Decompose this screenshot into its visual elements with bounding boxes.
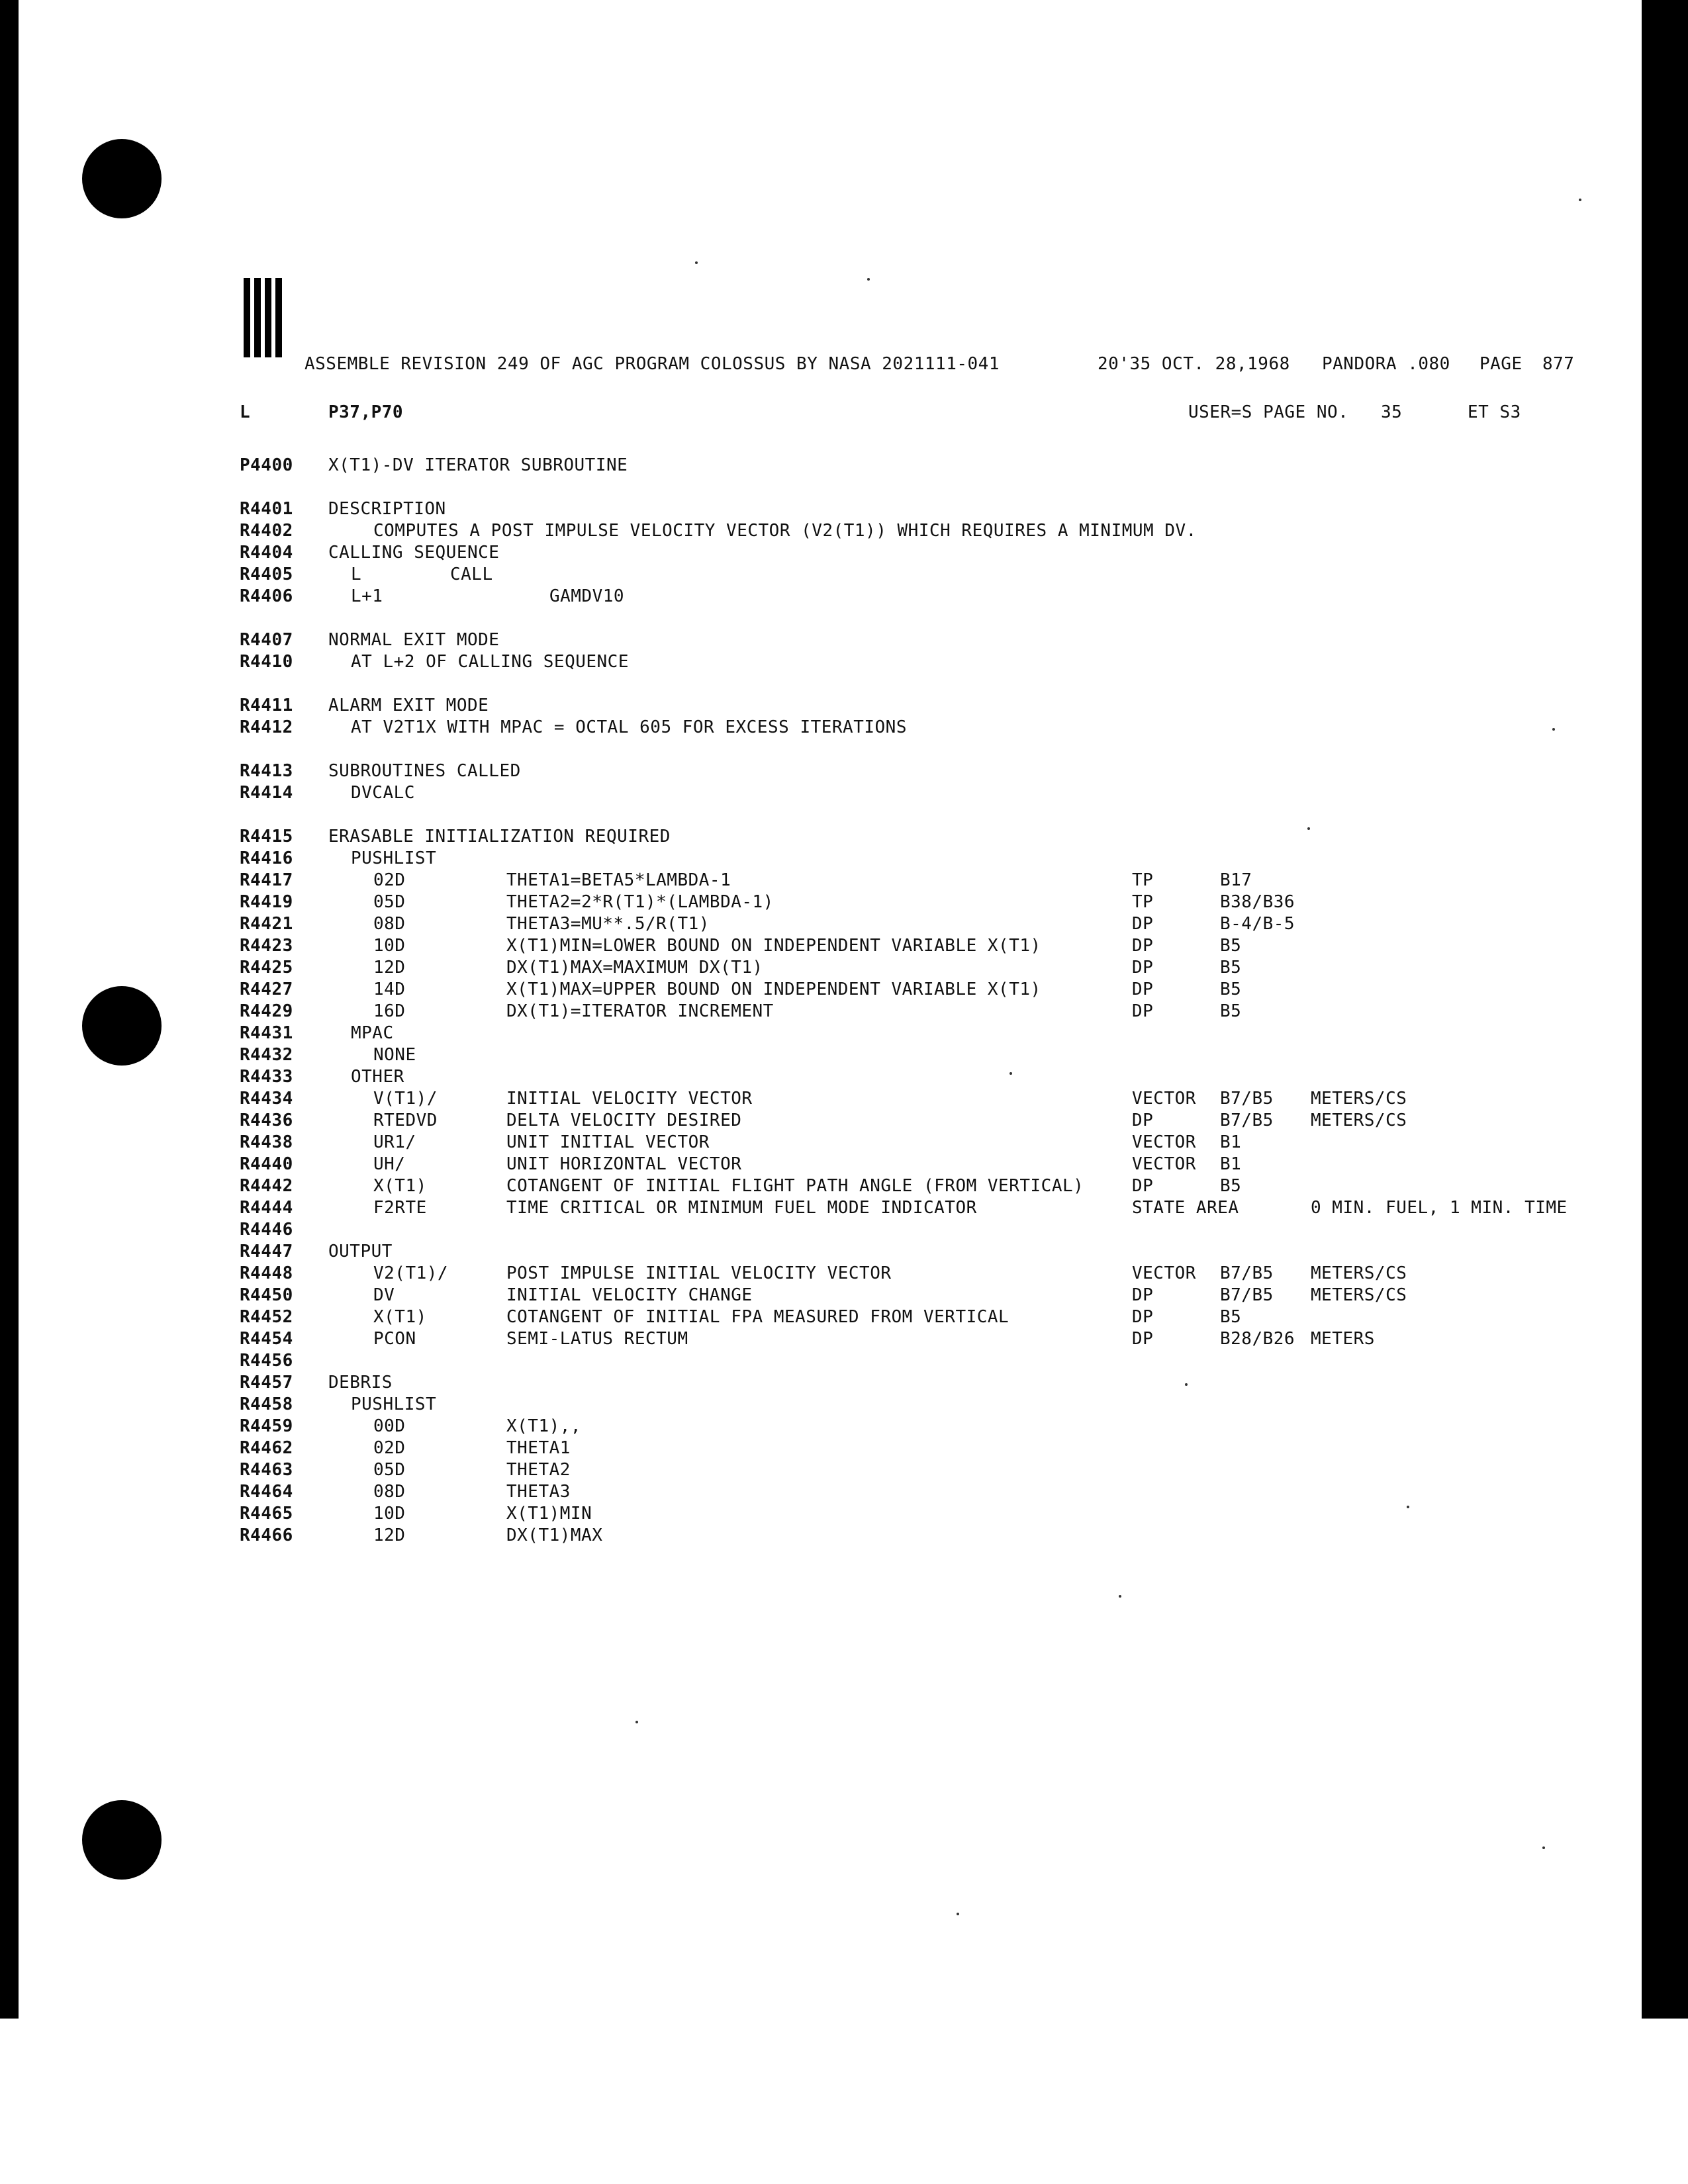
left-scan-edge <box>0 0 19 2019</box>
line-label: R4465 <box>240 1504 293 1524</box>
line-text: 14D <box>373 979 406 999</box>
line-type: DP <box>1132 1307 1154 1327</box>
line-text: PUSHLIST <box>351 848 437 868</box>
line-description: UNIT HORIZONTAL VECTOR <box>506 1154 742 1174</box>
line-text: F2RTE <box>373 1198 427 1218</box>
line-label: R4448 <box>240 1263 293 1283</box>
line-scale: B38/B36 <box>1220 892 1295 912</box>
right-scan-edge <box>1642 0 1688 2019</box>
line-units: 0 MIN. FUEL, 1 MIN. TIME <box>1311 1198 1568 1218</box>
line-type: DP <box>1132 979 1154 999</box>
line-scale: B5 <box>1220 936 1242 956</box>
et-code: ET S3 <box>1468 402 1521 422</box>
line-label: R4429 <box>240 1001 293 1021</box>
line-text: V2(T1)/ <box>373 1263 449 1283</box>
col-l-label: L <box>240 402 251 422</box>
line-label: R4432 <box>240 1045 293 1065</box>
line-description: X(T1)MAX=UPPER BOUND ON INDEPENDENT VARIABLE X(T1) <box>506 979 1041 999</box>
line-description: UNIT INITIAL VECTOR <box>506 1132 710 1152</box>
line-scale: B1 <box>1220 1132 1242 1152</box>
line-label: R4427 <box>240 979 293 999</box>
line-type: VECTOR <box>1132 1089 1196 1109</box>
line-label: R4457 <box>240 1373 293 1392</box>
line-label: P4400 <box>240 455 293 475</box>
line-scale: B1 <box>1220 1154 1242 1174</box>
line-units: METERS/CS <box>1311 1285 1407 1305</box>
program-label: P37,P70 <box>328 402 404 422</box>
line-scale: B7/B5 <box>1220 1089 1274 1109</box>
line-label: R4433 <box>240 1067 293 1087</box>
line-label: R4417 <box>240 870 293 890</box>
line-text: DESCRIPTION <box>328 499 446 519</box>
line-type: DP <box>1132 1111 1154 1130</box>
line-text: 08D <box>373 1482 406 1502</box>
line-label: R4459 <box>240 1416 293 1436</box>
line-label: R4442 <box>240 1176 293 1196</box>
punch-hole-middle <box>82 986 162 1066</box>
line-label: R4436 <box>240 1111 293 1130</box>
line-text: MPAC <box>351 1023 394 1043</box>
line-units: METERS <box>1311 1329 1375 1349</box>
line-label: R4450 <box>240 1285 293 1305</box>
line-label: R4406 <box>240 586 293 606</box>
line-label: R4452 <box>240 1307 293 1327</box>
line-label: R4466 <box>240 1525 293 1545</box>
line-label: R4413 <box>240 761 293 781</box>
line-text: SUBROUTINES CALLED <box>328 761 521 781</box>
page-label: PAGE <box>1479 354 1523 374</box>
line-scale: B5 <box>1220 1176 1242 1196</box>
line-description: THETA1 <box>506 1438 571 1458</box>
line-type: DP <box>1132 1001 1154 1021</box>
line-label: R4464 <box>240 1482 293 1502</box>
line-description: DX(T1)MAX <box>506 1525 603 1545</box>
line-text: X(T1) <box>373 1307 427 1327</box>
line-text: UR1/ <box>373 1132 416 1152</box>
line-description: COTANGENT OF INITIAL FLIGHT PATH ANGLE (FROM VERTICAL) <box>506 1176 1084 1196</box>
line-units: METERS/CS <box>1311 1263 1407 1283</box>
page-bottom-margin <box>0 2019 1688 2184</box>
punch-hole-top <box>82 139 162 218</box>
line-scale: B5 <box>1220 1001 1242 1021</box>
line-text: 16D <box>373 1001 406 1021</box>
line-text: 02D <box>373 870 406 890</box>
line-type: STATE AREA <box>1132 1198 1239 1218</box>
line-label: R4462 <box>240 1438 293 1458</box>
line-description: COTANGENT OF INITIAL FPA MEASURED FROM VERTICAL <box>506 1307 1009 1327</box>
line-description: THETA1=BETA5*LAMBDA-1 <box>506 870 731 890</box>
user-page-number: 35 <box>1381 402 1403 422</box>
date-time: 20'35 OCT. 28,1968 <box>1098 354 1290 374</box>
line-scale: B5 <box>1220 1307 1242 1327</box>
line-text: 08D <box>373 914 406 934</box>
line-scale: B7/B5 <box>1220 1111 1274 1130</box>
line-text: ALARM EXIT MODE <box>328 696 489 715</box>
line-description: SEMI-LATUS RECTUM <box>506 1329 688 1349</box>
line-label: R4444 <box>240 1198 293 1218</box>
line-text: NONE <box>373 1045 416 1065</box>
line-description: X(T1),, <box>506 1416 582 1436</box>
line-operand: GAMDV10 <box>549 586 625 606</box>
line-type: TP <box>1132 870 1154 890</box>
line-scale: B-4/B-5 <box>1220 914 1295 934</box>
line-description: X(T1)MIN <box>506 1504 592 1524</box>
line-scale: B5 <box>1220 958 1242 978</box>
line-text: AT V2T1X WITH MPAC = OCTAL 605 FOR EXCESS ITERATIONS <box>351 717 907 737</box>
line-text: RTEDVD <box>373 1111 438 1130</box>
punch-hole-bottom <box>82 1800 162 1880</box>
line-scale: B28/B26 <box>1220 1329 1295 1349</box>
line-description: DX(T1)MAX=MAXIMUM DX(T1) <box>506 958 763 978</box>
line-label: R4434 <box>240 1089 293 1109</box>
line-label: R4456 <box>240 1351 293 1371</box>
line-scale: B7/B5 <box>1220 1263 1274 1283</box>
line-description: INITIAL VELOCITY VECTOR <box>506 1089 753 1109</box>
line-text: 10D <box>373 936 406 956</box>
line-label: R4414 <box>240 783 293 803</box>
line-type: DP <box>1132 1176 1154 1196</box>
line-type: DP <box>1132 1285 1154 1305</box>
line-text: 05D <box>373 892 406 912</box>
line-description: THETA2=2*R(T1)*(LAMBDA-1) <box>506 892 774 912</box>
line-label: R4458 <box>240 1394 293 1414</box>
line-text: ERASABLE INITIALIZATION REQUIRED <box>328 827 671 846</box>
line-text: 10D <box>373 1504 406 1524</box>
line-text: OUTPUT <box>328 1242 393 1261</box>
system-name: PANDORA .080 <box>1322 354 1450 374</box>
line-text: L <box>351 565 362 584</box>
line-units: METERS/CS <box>1311 1111 1407 1130</box>
line-text: 05D <box>373 1460 406 1480</box>
line-text: 02D <box>373 1438 406 1458</box>
user-page-label: USER=S PAGE NO. <box>1188 402 1349 422</box>
line-description: DX(T1)=ITERATOR INCREMENT <box>506 1001 774 1021</box>
line-label: R4446 <box>240 1220 293 1240</box>
line-description: INITIAL VELOCITY CHANGE <box>506 1285 753 1305</box>
line-label: R4404 <box>240 543 293 563</box>
line-label: R4415 <box>240 827 293 846</box>
line-scale: B17 <box>1220 870 1252 890</box>
line-text: 12D <box>373 1525 406 1545</box>
line-text: NORMAL EXIT MODE <box>328 630 500 650</box>
line-operand: CALL <box>450 565 493 584</box>
line-text: OTHER <box>351 1067 404 1087</box>
line-label: R4411 <box>240 696 293 715</box>
line-description: TIME CRITICAL OR MINIMUM FUEL MODE INDICATOR <box>506 1198 977 1218</box>
line-text: 12D <box>373 958 406 978</box>
line-text: COMPUTES A POST IMPULSE VELOCITY VECTOR (V2(T1)) WHICH REQUIRES A MINIMUM DV. <box>373 521 1197 541</box>
line-description: THETA3=MU**.5/R(T1) <box>506 914 710 934</box>
page-number: 877 <box>1542 354 1575 374</box>
line-label: R4402 <box>240 521 293 541</box>
line-label: R4412 <box>240 717 293 737</box>
line-text: L+1 <box>351 586 383 606</box>
line-label: R4401 <box>240 499 293 519</box>
line-type: VECTOR <box>1132 1154 1196 1174</box>
line-label: R4454 <box>240 1329 293 1349</box>
line-label: R4410 <box>240 652 293 672</box>
line-scale: B7/B5 <box>1220 1285 1274 1305</box>
line-text: PCON <box>373 1329 416 1349</box>
line-text: 00D <box>373 1416 406 1436</box>
line-text: DVCALC <box>351 783 415 803</box>
line-label: R4423 <box>240 936 293 956</box>
line-type: DP <box>1132 914 1154 934</box>
line-text: X(T1)-DV ITERATOR SUBROUTINE <box>328 455 628 475</box>
line-label: R4421 <box>240 914 293 934</box>
line-scale: B5 <box>1220 979 1242 999</box>
line-text: AT L+2 OF CALLING SEQUENCE <box>351 652 629 672</box>
line-label: R4425 <box>240 958 293 978</box>
line-text: DV <box>373 1285 395 1305</box>
line-type: DP <box>1132 1329 1154 1349</box>
line-description: DELTA VELOCITY DESIRED <box>506 1111 742 1130</box>
line-type: VECTOR <box>1132 1263 1196 1283</box>
line-label: R4440 <box>240 1154 293 1174</box>
line-text: CALLING SEQUENCE <box>328 543 500 563</box>
line-label: R4463 <box>240 1460 293 1480</box>
line-label: R4416 <box>240 848 293 868</box>
line-label: R4431 <box>240 1023 293 1043</box>
line-label: R4447 <box>240 1242 293 1261</box>
line-text: X(T1) <box>373 1176 427 1196</box>
line-description: THETA2 <box>506 1460 571 1480</box>
line-label: R4419 <box>240 892 293 912</box>
line-text: PUSHLIST <box>351 1394 437 1414</box>
assemble-line: ASSEMBLE REVISION 249 OF AGC PROGRAM COLOSSUS BY NASA 2021111-041 <box>305 354 1000 374</box>
line-description: THETA3 <box>506 1482 571 1502</box>
line-text: DEBRIS <box>328 1373 393 1392</box>
line-description: X(T1)MIN=LOWER BOUND ON INDEPENDENT VARIABLE X(T1) <box>506 936 1041 956</box>
line-type: VECTOR <box>1132 1132 1196 1152</box>
line-text: UH/ <box>373 1154 406 1174</box>
line-units: METERS/CS <box>1311 1089 1407 1109</box>
line-label: R4407 <box>240 630 293 650</box>
line-label: R4438 <box>240 1132 293 1152</box>
line-type: DP <box>1132 936 1154 956</box>
line-text: V(T1)/ <box>373 1089 438 1109</box>
line-type: TP <box>1132 892 1154 912</box>
line-description: POST IMPULSE INITIAL VELOCITY VECTOR <box>506 1263 892 1283</box>
line-label: R4405 <box>240 565 293 584</box>
line-type: DP <box>1132 958 1154 978</box>
